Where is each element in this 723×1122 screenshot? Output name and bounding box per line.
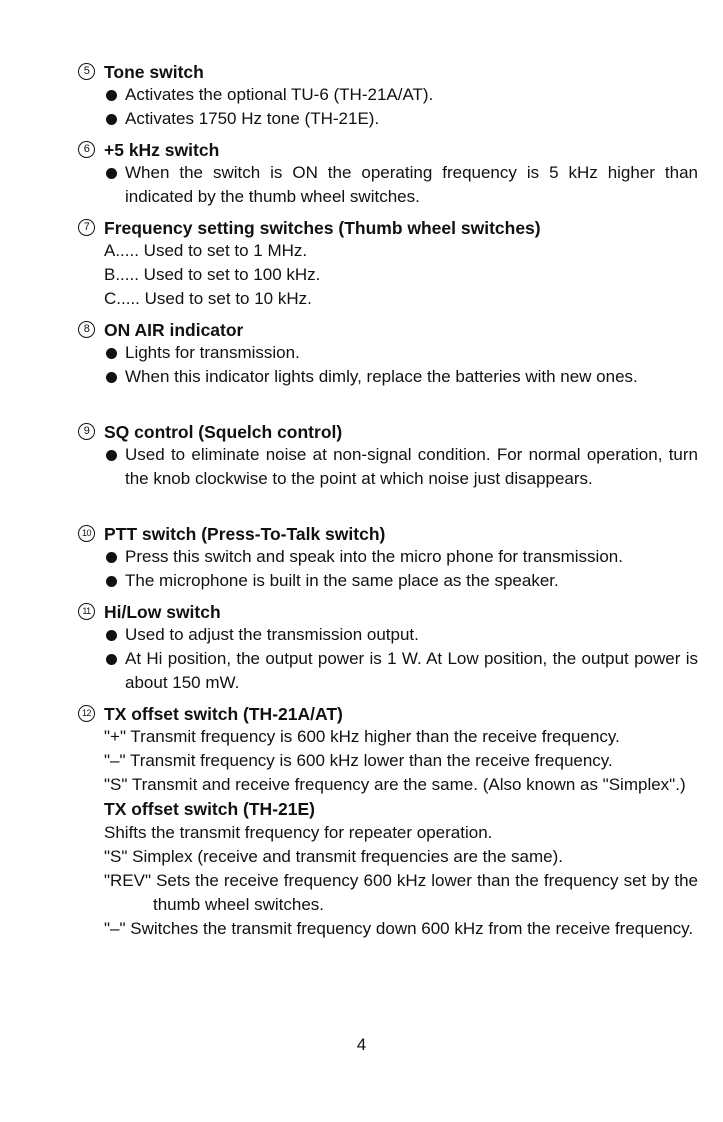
section-frequency-setting: [78, 217, 698, 311]
section-heading: Frequency setting switches (Thumb wheel switches): [104, 218, 541, 238]
circled-number: 5: [78, 63, 95, 80]
bullet-item: Lights for transmission.: [78, 341, 698, 365]
bullet-item: Press this switch and speak into the micro phone for transmission.: [78, 545, 698, 569]
text-line: C..... Used to set to 10 kHz.: [104, 289, 312, 308]
circled-number: 8: [78, 321, 95, 338]
page-number: 4: [356, 1035, 367, 1054]
section-plus5khz-switch: [78, 139, 698, 209]
text-line: "S" Transmit and receive frequency are the same. (Also known as "Simplex".): [104, 775, 686, 794]
section-heading: PTT switch (Press-To-Talk switch): [104, 524, 386, 544]
bullet-item: Used to eliminate noise at non-signal condition. For normal operation, turn the knob clockwise to the point at which noise just disappears.: [78, 443, 698, 491]
bullet-item: The microphone is built in the same place as the speaker.: [78, 569, 698, 593]
bullet-item: Activates the optional TU-6 (TH-21A/AT).: [78, 83, 698, 107]
sub-heading: TX offset switch (TH-21E): [104, 799, 315, 819]
text-line: "S" Simplex (receive and transmit frequencies are the same).: [104, 847, 563, 866]
section-heading: Tone switch: [104, 62, 204, 82]
text-line: "–" Transmit frequency is 600 kHz lower than the receive frequency.: [104, 751, 613, 770]
circled-number: 10: [78, 525, 95, 542]
circled-number: 11: [78, 603, 95, 620]
section-tx-offset-switch: [78, 703, 698, 941]
section-heading: Hi/Low switch: [104, 602, 221, 622]
bullet-item: When the switch is ON the operating frequency is 5 kHz higher than indicated by the thumb wheel switches.: [78, 161, 698, 209]
bullet-item: Activates 1750 Hz tone (TH-21E).: [78, 107, 698, 131]
text-line: A..... Used to set to 1 MHz.: [104, 241, 308, 260]
text-line: Shifts the transmit frequency for repeater operation.: [104, 823, 493, 842]
text-line: "REV" Sets the receive frequency 600 kHz lower than the frequency set by the thumb wheel switches.: [104, 871, 698, 914]
section-heading: ON AIR indicator: [104, 320, 244, 340]
text-line: "–" Switches the transmit frequency down 600 kHz from the receive frequency.: [104, 919, 694, 938]
text-line: B..... Used to set to 100 kHz.: [104, 265, 321, 284]
section-on-air-indicator: [78, 319, 698, 389]
section-tone-switch: [78, 61, 698, 131]
section-heading: TX offset switch (TH-21A/AT): [104, 704, 343, 724]
section-ptt-switch: [78, 523, 698, 593]
section-hi-low-switch: [78, 601, 698, 695]
circled-number: 6: [78, 141, 95, 158]
bullet-item: At Hi position, the output power is 1 W. At Low position, the output power is about 150 mW.: [78, 647, 698, 695]
bullet-item: When this indicator lights dimly, replace the batteries with new ones.: [78, 365, 698, 389]
section-sq-control: [78, 421, 698, 491]
bullet-item: Used to adjust the transmission output.: [78, 623, 698, 647]
circled-number: 7: [78, 219, 95, 236]
section-heading: +5 kHz switch: [104, 140, 220, 160]
section-heading: SQ control (Squelch control): [104, 422, 343, 442]
text-line: "+" Transmit frequency is 600 kHz higher than the receive frequency.: [104, 727, 620, 746]
circled-number: 12: [78, 705, 95, 722]
circled-number: 9: [78, 423, 95, 440]
